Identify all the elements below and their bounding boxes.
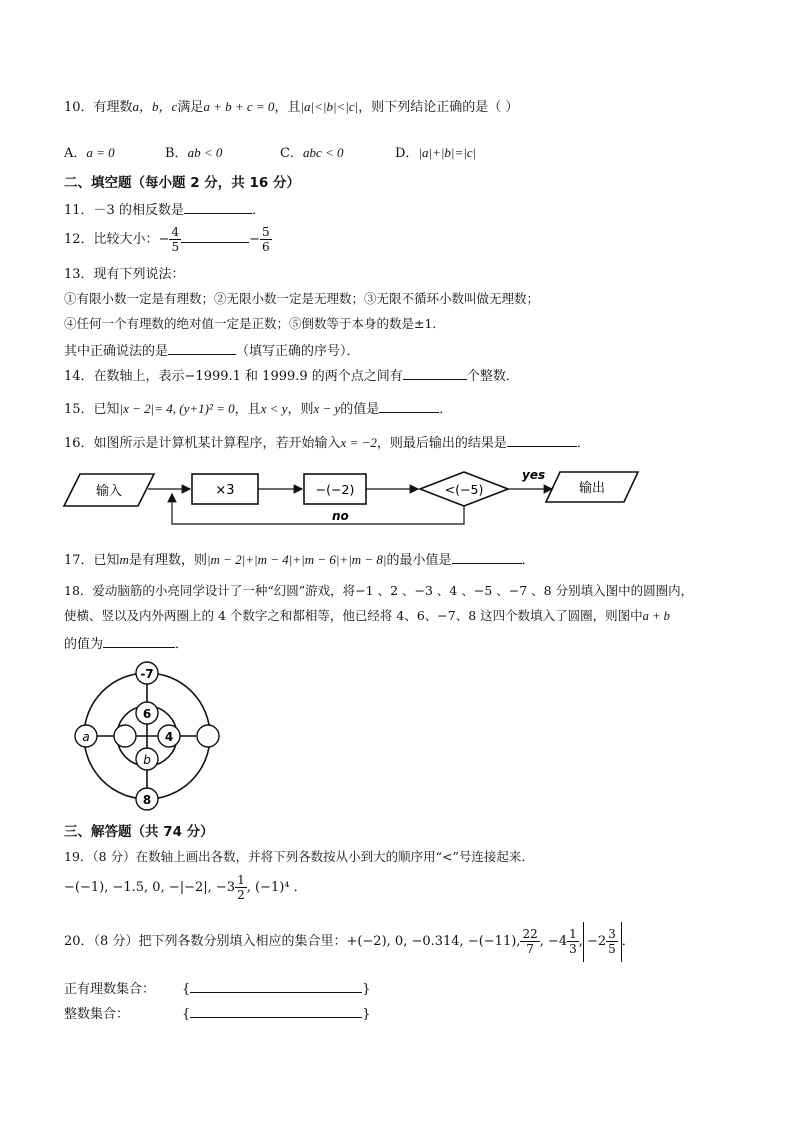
q19-numbers: −(−1), −1.5, 0, −|−2|, −3 $\frac{1}{2}$ , (−1)⁴ ． [64, 873, 307, 902]
q19-text: 19．（8 分）在数轴上画出各数，并将下列各数按从小到大的顺序用“<”号连接起来． [64, 849, 534, 864]
q10-vars: a，b，c [132, 99, 178, 114]
flowchart [62, 462, 642, 532]
q10-option-a: A．a = 0 [64, 145, 115, 161]
q17-blank[interactable] [452, 549, 522, 564]
node-inner-left [114, 725, 136, 747]
node-top-value: -7 [140, 667, 154, 681]
q18-line-1: 18．爱动脑筋的小亮同学设计了一种“幻圆”游戏，将−1 、2 、−3 、4 、−5 、−7 、8 分别填入图中的圆圈内， [64, 583, 694, 598]
section-3-title: 三、解答题（共 74 分） [64, 824, 214, 840]
question-12: 12．比较大小：− $\frac{4}{5}$ − $\frac{5}{6}$ [64, 225, 270, 254]
set-positive-rational-blank[interactable] [190, 978, 362, 993]
question-17: 17．已知m是有理数，则|m − 2|+|m − 4|+|m − 6|+|m − 8|的最小值是 ． [64, 549, 535, 570]
q13-line-2: ④任何一个有理数的绝对值一定是正数；⑤倒数等于本身的数是±1． [64, 316, 445, 331]
flow-input-label: 输入 [95, 484, 123, 499]
q13-line-1: ①有限小数一定是有理数；②无限小数一定是无理数；③无限不循环小数叫做无理数； [64, 291, 540, 306]
flow-step1-label: ×3 [215, 483, 235, 498]
q15-blank[interactable] [379, 398, 439, 413]
q18-line-3: 的值为 ． [64, 633, 188, 654]
q18-blank[interactable] [103, 633, 175, 648]
q10-cond2: ，且 [274, 100, 301, 115]
q14-blank[interactable] [403, 365, 467, 380]
q13-line-3: 其中正确说法的是 （填写正确的序号）． [64, 340, 360, 361]
node-inner-right-value: 4 [164, 730, 174, 744]
section-2-title: 二、填空题（每小题 2 分，共 16 分） [64, 175, 300, 191]
set-integer: 整数集合： { } [64, 1003, 371, 1022]
q10-tail: ，则下列结论正确的是（ ） [358, 100, 519, 115]
q12-fraction-1: $\frac{4}{5}$ [171, 225, 180, 254]
set-positive-rational: 正有理数集合： { } [64, 978, 371, 997]
q12-fraction-2: $\frac{5}{6}$ [262, 225, 270, 254]
node-left-value: a [82, 730, 90, 744]
flow-condition-label: <(−5) [444, 482, 484, 497]
q13-head: 13．现有下列说法： [64, 267, 185, 282]
flow-step2-label: −(−2) [315, 482, 355, 497]
question-14: 14．在数轴上，表示−1999.1 和 1999.9 的两个点之间有 个整数． [64, 365, 519, 386]
question-16: 16．如图所示是计算机某计算程序，若开始输入x = −2，则最后输出的结果是 ． [64, 432, 590, 453]
q13-blank[interactable] [168, 340, 236, 355]
q12-blank[interactable] [181, 228, 249, 243]
q10-option-b: B．ab < 0 [165, 145, 223, 161]
question-11: 11．－3 的相反数是 ． [64, 199, 265, 220]
magic-circle-figure [66, 660, 236, 812]
node-right [197, 725, 219, 747]
flow-output-label: 输出 [578, 481, 606, 496]
question-10 [64, 98, 518, 117]
q10-option-c: C．abc < 0 [280, 145, 344, 161]
node-inner-bottom-value: b [143, 753, 151, 767]
node-inner-top-value: 6 [142, 707, 152, 721]
question-20: 20．（8 分）把下列各数分别填入相应的集合里：+(−2), 0, −0.314, −(−11), $\frac{22}{7}$ , −4 $\frac{1}{3}$ , −2 $\frac{3}{5}$ ． [64, 922, 635, 962]
q10-stem: 10．有理数 [64, 100, 133, 115]
flow-yes-label: yes [522, 468, 546, 482]
set-integer-blank[interactable] [190, 1003, 362, 1018]
q10-cond1: 满足 [177, 100, 204, 115]
q16-blank[interactable] [507, 432, 577, 447]
flow-no-label: no [332, 509, 349, 523]
q10-inequality: |a|<|b|<|c| [300, 99, 359, 114]
q11-blank[interactable] [184, 199, 252, 214]
q10-equation: a + b + c = 0 [203, 99, 275, 114]
q18-line-2: 使横、竖以及内外两圈上的 4 个数字之和都相等，他已经将 4、6、−7、8 这四个数填入了圆圈，则图中a + b [64, 608, 670, 623]
q10-option-d: D．|a|+|b|=|c| [395, 145, 477, 161]
question-15: 15．已知|x − 2|= 4, (y+1)² = 0，且x < y，则x − y的值是 ． [64, 398, 452, 419]
node-bottom-value: 8 [142, 793, 152, 807]
flow-loop-line [172, 494, 464, 524]
